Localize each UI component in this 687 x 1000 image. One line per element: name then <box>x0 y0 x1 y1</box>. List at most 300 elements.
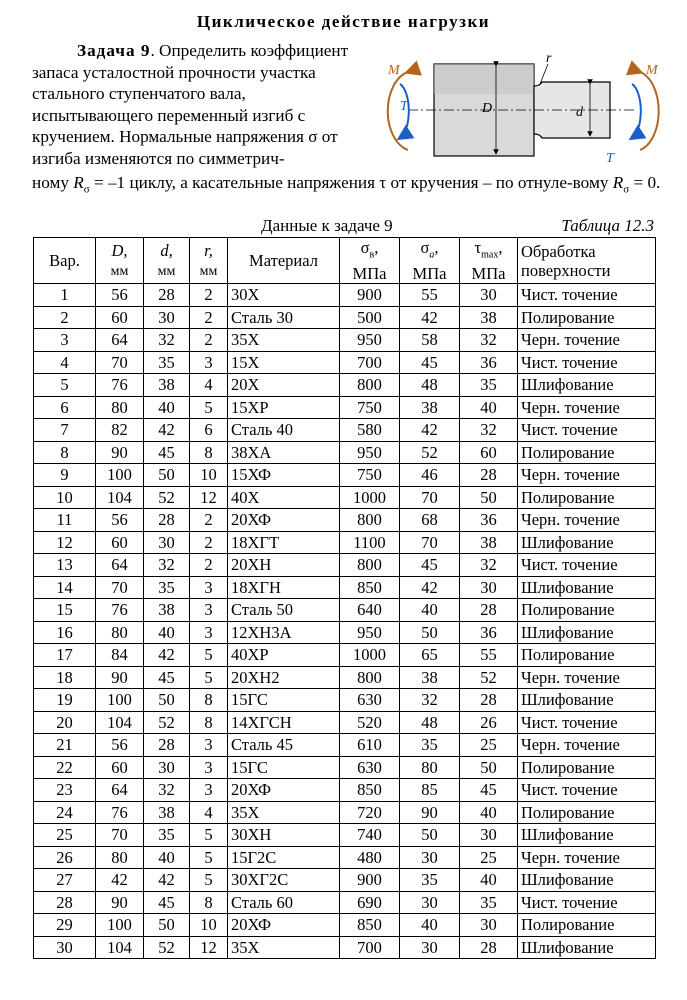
cell-sigma-a: 90 <box>400 801 460 824</box>
cell-D: 90 <box>96 441 144 464</box>
cell-D: 64 <box>96 779 144 802</box>
cell-tau-max: 38 <box>460 306 518 329</box>
cell-var: 11 <box>34 509 96 532</box>
header-r: r, мм <box>190 238 228 284</box>
cell-tau-max: 35 <box>460 374 518 397</box>
cell-tau-max: 40 <box>460 869 518 892</box>
cell-material: 20Х <box>228 374 340 397</box>
cell-d: 38 <box>144 374 190 397</box>
cell-material: 38ХА <box>228 441 340 464</box>
cell-r: 3 <box>190 351 228 374</box>
table-row <box>34 824 656 847</box>
cell-D: 90 <box>96 666 144 689</box>
cell-sigma-a: 38 <box>400 666 460 689</box>
cell-d: 52 <box>144 936 190 959</box>
cell-sigma-a: 68 <box>400 509 460 532</box>
cell-sigma-b: 690 <box>340 891 400 914</box>
cell-treatment: Полирование <box>518 801 656 824</box>
cell-d: 30 <box>144 756 190 779</box>
cell-material: Сталь 45 <box>228 734 340 757</box>
header-material: Материал <box>228 238 340 284</box>
cell-material: Сталь 30 <box>228 306 340 329</box>
cell-material: 15ХР <box>228 396 340 419</box>
cell-r: 4 <box>190 374 228 397</box>
header-var: Вар. <box>34 238 96 284</box>
cell-sigma-b: 480 <box>340 846 400 869</box>
cell-tau-max: 52 <box>460 666 518 689</box>
cell-D: 42 <box>96 869 144 892</box>
cell-sigma-b: 1100 <box>340 531 400 554</box>
cell-r: 3 <box>190 734 228 757</box>
cell-r: 8 <box>190 891 228 914</box>
cell-D: 104 <box>96 711 144 734</box>
table-row <box>34 531 656 554</box>
cell-var: 24 <box>34 801 96 824</box>
table-row <box>34 779 656 802</box>
cell-tau-max: 28 <box>460 936 518 959</box>
cell-material: 20ХФ <box>228 779 340 802</box>
table-row <box>34 486 656 509</box>
header-D: D, мм <box>96 238 144 284</box>
cell-material: 30ХН <box>228 824 340 847</box>
header-sigma-a: $\sigma_a$, МПа <box>400 238 460 284</box>
cont-text-3: = 0. <box>629 173 661 192</box>
cell-sigma-a: 55 <box>400 284 460 307</box>
cell-treatment: Полирование <box>518 914 656 937</box>
cell-tau-max: 40 <box>460 396 518 419</box>
label-D: D <box>482 101 493 116</box>
header-d: d, мм <box>144 238 190 284</box>
label-T-right: T <box>606 151 614 166</box>
cell-sigma-a: 30 <box>400 846 460 869</box>
header-sigma-b: $\sigma_в$, МПа <box>340 238 400 284</box>
cell-D: 100 <box>96 914 144 937</box>
table-row <box>34 599 656 622</box>
cell-d: 50 <box>144 464 190 487</box>
cell-r: 10 <box>190 464 228 487</box>
cell-r: 3 <box>190 576 228 599</box>
cell-sigma-b: 800 <box>340 509 400 532</box>
cell-d: 45 <box>144 441 190 464</box>
cell-treatment: Чист. точение <box>518 351 656 374</box>
cell-sigma-b: 610 <box>340 734 400 757</box>
cell-var: 17 <box>34 644 96 667</box>
cell-sigma-b: 850 <box>340 914 400 937</box>
task-label: Задача 9 <box>77 41 151 60</box>
cell-d: 40 <box>144 846 190 869</box>
cell-D: 56 <box>96 284 144 307</box>
cell-sigma-a: 45 <box>400 554 460 577</box>
cell-tau-max: 30 <box>460 824 518 847</box>
cell-sigma-b: 950 <box>340 329 400 352</box>
cell-D: 64 <box>96 554 144 577</box>
cell-d: 38 <box>144 801 190 824</box>
cell-var: 2 <box>34 306 96 329</box>
cell-d: 30 <box>144 306 190 329</box>
cell-r: 6 <box>190 419 228 442</box>
cell-tau-max: 40 <box>460 801 518 824</box>
cell-sigma-a: 70 <box>400 531 460 554</box>
cell-tau-max: 30 <box>460 284 518 307</box>
cell-d: 32 <box>144 329 190 352</box>
cell-material: 20ХФ <box>228 509 340 532</box>
cell-treatment: Шлифование <box>518 936 656 959</box>
cell-material: 40Х <box>228 486 340 509</box>
cell-tau-max: 28 <box>460 689 518 712</box>
cell-d: 40 <box>144 621 190 644</box>
cell-r: 2 <box>190 329 228 352</box>
cell-D: 76 <box>96 374 144 397</box>
cell-var: 7 <box>34 419 96 442</box>
cell-var: 21 <box>34 734 96 757</box>
cell-treatment: Шлифование <box>518 621 656 644</box>
cell-D: 64 <box>96 329 144 352</box>
cell-treatment: Черн. точение <box>518 666 656 689</box>
cell-D: 80 <box>96 846 144 869</box>
cell-sigma-b: 900 <box>340 869 400 892</box>
cell-tau-max: 32 <box>460 329 518 352</box>
table-row <box>34 914 656 937</box>
cell-r: 5 <box>190 644 228 667</box>
cell-d: 28 <box>144 509 190 532</box>
cell-sigma-b: 720 <box>340 801 400 824</box>
cell-r: 3 <box>190 779 228 802</box>
cell-sigma-a: 80 <box>400 756 460 779</box>
task-continuation: ному $R_\sigma = -1$ циклу, а касательные напряжения τ от кручения – по отнуле-вому $R_\sigma = 0$. <box>32 173 661 196</box>
cell-sigma-a: 30 <box>400 891 460 914</box>
label-T-left: T <box>400 99 408 114</box>
cell-r: 3 <box>190 756 228 779</box>
cell-r: 5 <box>190 846 228 869</box>
cell-D: 56 <box>96 509 144 532</box>
cell-D: 104 <box>96 486 144 509</box>
cell-sigma-a: 40 <box>400 599 460 622</box>
cell-D: 76 <box>96 801 144 824</box>
table-header-row <box>34 238 656 284</box>
cell-d: 45 <box>144 666 190 689</box>
cell-treatment: Чист. точение <box>518 419 656 442</box>
table-body <box>34 284 656 959</box>
cell-r: 8 <box>190 711 228 734</box>
cell-tau-max: 25 <box>460 846 518 869</box>
cell-material: 35Х <box>228 329 340 352</box>
cell-var: 20 <box>34 711 96 734</box>
table-row <box>34 509 656 532</box>
table-row <box>34 306 656 329</box>
cell-D: 100 <box>96 464 144 487</box>
cell-r: 2 <box>190 531 228 554</box>
table-row <box>34 644 656 667</box>
cell-r: 5 <box>190 869 228 892</box>
cell-material: Сталь 40 <box>228 419 340 442</box>
cell-material: 30ХГ2С <box>228 869 340 892</box>
cell-tau-max: 26 <box>460 711 518 734</box>
cell-var: 8 <box>34 441 96 464</box>
cell-sigma-b: 800 <box>340 554 400 577</box>
cell-D: 70 <box>96 824 144 847</box>
cell-d: 50 <box>144 914 190 937</box>
cell-material: 15ГС <box>228 756 340 779</box>
cell-sigma-b: 900 <box>340 284 400 307</box>
cell-sigma-a: 42 <box>400 419 460 442</box>
label-M-left: M <box>388 63 400 78</box>
cell-var: 28 <box>34 891 96 914</box>
cell-treatment: Полирование <box>518 756 656 779</box>
cell-sigma-a: 48 <box>400 711 460 734</box>
cell-r: 2 <box>190 284 228 307</box>
cell-var: 15 <box>34 599 96 622</box>
cell-tau-max: 28 <box>460 464 518 487</box>
cell-treatment: Чист. точение <box>518 711 656 734</box>
cell-sigma-a: 46 <box>400 464 460 487</box>
cell-sigma-a: 35 <box>400 734 460 757</box>
cont-text-1: ному <box>32 173 74 192</box>
cell-d: 52 <box>144 486 190 509</box>
cell-sigma-b: 950 <box>340 621 400 644</box>
cell-treatment: Шлифование <box>518 531 656 554</box>
cell-material: 15Х <box>228 351 340 374</box>
cell-sigma-b: 640 <box>340 599 400 622</box>
table-row <box>34 734 656 757</box>
table-row <box>34 666 656 689</box>
table-row <box>34 711 656 734</box>
cell-sigma-b: 850 <box>340 779 400 802</box>
cell-sigma-b: 740 <box>340 824 400 847</box>
cell-r: 5 <box>190 824 228 847</box>
header-treatment: Обработка поверхности <box>518 238 656 284</box>
cell-tau-max: 28 <box>460 599 518 622</box>
cell-D: 80 <box>96 621 144 644</box>
cell-sigma-b: 580 <box>340 419 400 442</box>
cell-tau-max: 30 <box>460 576 518 599</box>
cell-tau-max: 35 <box>460 891 518 914</box>
cell-d: 42 <box>144 644 190 667</box>
table-row <box>34 801 656 824</box>
cell-tau-max: 50 <box>460 756 518 779</box>
cell-sigma-a: 85 <box>400 779 460 802</box>
cell-treatment: Черн. точение <box>518 329 656 352</box>
cell-sigma-b: 750 <box>340 396 400 419</box>
cell-d: 28 <box>144 734 190 757</box>
cell-material: 15ГС <box>228 689 340 712</box>
table-number: Таблица 12.3 <box>561 216 654 235</box>
cell-tau-max: 32 <box>460 419 518 442</box>
cell-r: 4 <box>190 801 228 824</box>
cell-D: 90 <box>96 891 144 914</box>
cell-var: 27 <box>34 869 96 892</box>
cell-r: 8 <box>190 441 228 464</box>
table-row <box>34 576 656 599</box>
cell-sigma-a: 50 <box>400 824 460 847</box>
cell-treatment: Полирование <box>518 441 656 464</box>
cell-d: 35 <box>144 351 190 374</box>
cell-sigma-a: 48 <box>400 374 460 397</box>
cell-material: 20ХФ <box>228 914 340 937</box>
cell-treatment: Шлифование <box>518 869 656 892</box>
cell-treatment: Полирование <box>518 599 656 622</box>
task-intro-text: . Определить коэффициент запаса усталостной прочности участка стального ступенчатого вала, испытывающего переменный изгиб с кручением. Нормальные напряжения σ от изгиба изменяются по симметрич- <box>32 41 349 168</box>
cell-r: 5 <box>190 666 228 689</box>
cell-material: Сталь 60 <box>228 891 340 914</box>
table-row <box>34 891 656 914</box>
cell-tau-max: 60 <box>460 441 518 464</box>
cell-D: 82 <box>96 419 144 442</box>
cell-material: 30Х <box>228 284 340 307</box>
cell-treatment: Чист. точение <box>518 891 656 914</box>
cell-r: 5 <box>190 396 228 419</box>
cell-tau-max: 25 <box>460 734 518 757</box>
cell-material: 35Х <box>228 801 340 824</box>
cell-d: 38 <box>144 599 190 622</box>
cell-D: 60 <box>96 531 144 554</box>
cell-sigma-a: 65 <box>400 644 460 667</box>
cell-d: 42 <box>144 869 190 892</box>
table-row <box>34 554 656 577</box>
r-sigma-symbol-2: R <box>612 173 624 192</box>
cell-tau-max: 36 <box>460 351 518 374</box>
cell-tau-max: 36 <box>460 509 518 532</box>
cell-tau-max: 50 <box>460 486 518 509</box>
cell-treatment: Черн. точение <box>518 464 656 487</box>
cell-treatment: Чист. точение <box>518 554 656 577</box>
cell-treatment: Полирование <box>518 486 656 509</box>
cell-d: 52 <box>144 711 190 734</box>
cell-sigma-b: 700 <box>340 936 400 959</box>
r-sigma-symbol: R <box>73 173 84 192</box>
cell-d: 32 <box>144 779 190 802</box>
cell-d: 30 <box>144 531 190 554</box>
cell-sigma-a: 35 <box>400 869 460 892</box>
cell-var: 16 <box>34 621 96 644</box>
cell-var: 1 <box>34 284 96 307</box>
cell-sigma-b: 750 <box>340 464 400 487</box>
cell-material: 14ХГСН <box>228 711 340 734</box>
table-row <box>34 756 656 779</box>
cell-tau-max: 55 <box>460 644 518 667</box>
cell-d: 42 <box>144 419 190 442</box>
cell-sigma-b: 800 <box>340 666 400 689</box>
cell-var: 18 <box>34 666 96 689</box>
cell-var: 10 <box>34 486 96 509</box>
cell-treatment: Шлифование <box>518 689 656 712</box>
cell-treatment: Шлифование <box>518 374 656 397</box>
table-caption: Данные к задаче 9 <box>261 216 393 235</box>
cell-material: 15ХФ <box>228 464 340 487</box>
table-row <box>34 351 656 374</box>
label-d: d <box>576 105 583 120</box>
cell-var: 9 <box>34 464 96 487</box>
cell-var: 30 <box>34 936 96 959</box>
cell-sigma-b: 500 <box>340 306 400 329</box>
table-row <box>34 396 656 419</box>
cell-var: 4 <box>34 351 96 374</box>
cell-treatment: Черн. точение <box>518 509 656 532</box>
cell-sigma-a: 70 <box>400 486 460 509</box>
cell-sigma-a: 45 <box>400 351 460 374</box>
cell-sigma-b: 1000 <box>340 486 400 509</box>
table-row <box>34 419 656 442</box>
table-row <box>34 441 656 464</box>
cell-material: 18ХГН <box>228 576 340 599</box>
cell-material: 18ХГТ <box>228 531 340 554</box>
cell-treatment: Шлифование <box>518 576 656 599</box>
moment-arrow-right <box>640 72 659 150</box>
table-row <box>34 846 656 869</box>
cell-D: 76 <box>96 599 144 622</box>
cell-sigma-a: 30 <box>400 936 460 959</box>
task-intro <box>32 40 367 170</box>
table-row <box>34 869 656 892</box>
torque-arrow-right <box>632 84 641 138</box>
data-table <box>33 237 656 959</box>
cell-sigma-a: 50 <box>400 621 460 644</box>
cell-r: 12 <box>190 936 228 959</box>
cell-sigma-b: 850 <box>340 576 400 599</box>
cell-sigma-a: 42 <box>400 576 460 599</box>
cell-tau-max: 38 <box>460 531 518 554</box>
table-row <box>34 374 656 397</box>
cell-sigma-b: 630 <box>340 689 400 712</box>
cell-material: 35Х <box>228 936 340 959</box>
cell-material: 40ХР <box>228 644 340 667</box>
cell-sigma-b: 950 <box>340 441 400 464</box>
cell-var: 12 <box>34 531 96 554</box>
cell-var: 26 <box>34 846 96 869</box>
header-tau-max: $\tau_{max}$, МПа <box>460 238 518 284</box>
cell-sigma-a: 42 <box>400 306 460 329</box>
cell-treatment: Шлифование <box>518 824 656 847</box>
table-row <box>34 621 656 644</box>
cell-var: 6 <box>34 396 96 419</box>
cell-sigma-b: 630 <box>340 756 400 779</box>
cell-treatment: Чист. точение <box>518 779 656 802</box>
table-row <box>34 464 656 487</box>
cell-material: Сталь 50 <box>228 599 340 622</box>
cell-D: 104 <box>96 936 144 959</box>
cell-var: 3 <box>34 329 96 352</box>
cell-var: 19 <box>34 689 96 712</box>
cell-sigma-b: 520 <box>340 711 400 734</box>
cell-r: 10 <box>190 914 228 937</box>
cell-treatment: Черн. точение <box>518 396 656 419</box>
table-row <box>34 689 656 712</box>
cont-text-2: = –1 циклу, а касательные напряжения τ от кручения – по отнуле-вому <box>89 173 613 192</box>
cell-r: 2 <box>190 509 228 532</box>
cell-var: 13 <box>34 554 96 577</box>
cell-var: 5 <box>34 374 96 397</box>
cell-r: 3 <box>190 621 228 644</box>
stepped-shaft-diagram <box>378 50 668 168</box>
cell-d: 32 <box>144 554 190 577</box>
cell-D: 80 <box>96 396 144 419</box>
cell-D: 56 <box>96 734 144 757</box>
table-row <box>34 329 656 352</box>
cell-treatment: Чист. точение <box>518 284 656 307</box>
cell-treatment: Полирование <box>518 644 656 667</box>
cell-r: 3 <box>190 599 228 622</box>
cell-D: 84 <box>96 644 144 667</box>
cell-r: 12 <box>190 486 228 509</box>
cell-var: 14 <box>34 576 96 599</box>
cell-var: 22 <box>34 756 96 779</box>
table-row <box>34 936 656 959</box>
section-heading: Циклическое действие нагрузки <box>196 12 491 31</box>
cell-d: 45 <box>144 891 190 914</box>
cell-var: 29 <box>34 914 96 937</box>
cell-d: 50 <box>144 689 190 712</box>
cell-sigma-a: 32 <box>400 689 460 712</box>
cell-D: 100 <box>96 689 144 712</box>
